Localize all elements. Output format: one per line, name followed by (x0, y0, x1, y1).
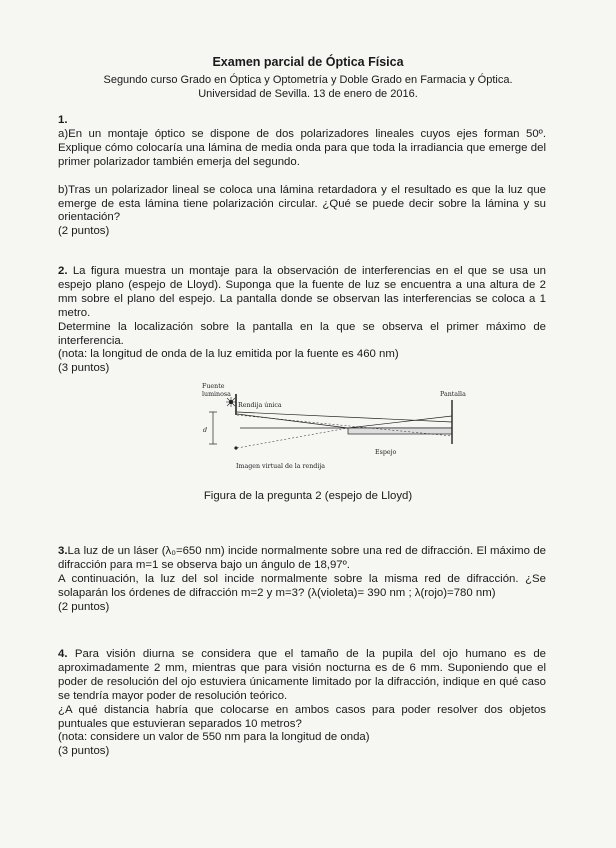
figure-label-source-2: luminosa (202, 391, 231, 398)
question-4-text: 4. Para visión diurna se considera que el tamaño de la pupila del ojo humano es de aproximadamente 2 mm, mientras que para visión nocturna es de 6 mm. Suponiendo que el poder de resolución del ojo estuviera únicamente limitado por la difracción, indique en qué caso se tendría mayor poder de resolución teórico. (58, 648, 546, 702)
exam-title: Examen parcial de Óptica Física (212, 55, 404, 69)
virtual-ray (237, 428, 348, 448)
exam-header (0, 55, 616, 101)
question-2-note: (nota: la longitud de onda de la luz emitida por la fuente es 460 nm) (58, 348, 399, 361)
height-d-marker (209, 412, 217, 444)
question-3-points: (2 puntos) (58, 600, 110, 613)
question-4-number: 4. (58, 648, 68, 660)
question-1-part-b: b)Tras un polarizador lineal se coloca una lámina retardadora y el resultado es que la luz que emerge de esta lámina tiene polarización circular. ¿Qué se puede decir sobre la lámina y su orientación? (58, 183, 546, 224)
question-4-note: (nota: considere un valor de 550 nm para la longitud de onda) (58, 731, 370, 744)
figure-label-source-1: Fuente (202, 383, 225, 390)
question-1-part-a: a)En un montaje óptico se dispone de dos polarizadores lineales cuyos ejes forman 50º. Explique cómo colocaría una lámina de media onda para que toda la irradiancia que emerge del primer polarizador también emerja del segundo. (58, 127, 546, 168)
figure-label-slit: Rendija única (238, 402, 282, 409)
figure-label-virtual-image: Imagen virtual de la rendija (236, 463, 326, 470)
question-3 (58, 545, 546, 615)
question-1-points: (2 puntos) (58, 225, 110, 238)
direct-ray (237, 412, 452, 422)
figure-label-d: d (203, 427, 208, 434)
exam-institution-date: Universidad de Sevilla. 13 de enero de 2016. (198, 88, 418, 100)
question-2-text: 2. La figura muestra un montaje para la observación de interferencias en el que se usa un espejo plano (espejo de Lloyd). Suponga que la fuente de luz se encuentra a una altura de 2 mm sobre el plano del espejo. La pantalla donde se observan las interferencias se coloca a 1 metro. (58, 265, 546, 319)
figure-label-screen: Pantalla (440, 391, 466, 398)
exam-subtitle: Segundo curso Grado en Óptica y Optometría y Doble Grado en Farmacia y Óptica. (103, 74, 513, 86)
question-1 (58, 114, 546, 239)
figure-caption: Figura de la pregunta 2 (espejo de Lloyd) (203, 490, 413, 502)
question-2-question: Determine la localización sobre la pantalla en la que se observa el primer máximo de interferencia. (58, 320, 546, 347)
question-3-text: 3.La luz de un láser (λ₀=650 nm) incide normalmente sobre una red de difracción. El máximo de difracción para m=1 se observa bajo un ángulo de 18,97º. (58, 545, 546, 571)
question-3-text-2: A continuación, la luz del sol incide normalmente sobre la misma red de difracción. ¿Se solaparán los órdenes de difracción m=2 y m=3? (λ(violeta)= 390 nm ; λ(rojo)=780 nm) (58, 572, 546, 599)
question-1-number: 1. (58, 114, 68, 126)
question-3-number: 3. (58, 545, 68, 557)
lloyd-mirror-diagram (200, 382, 466, 472)
light-source-icon (226, 397, 236, 407)
question-2-points: (3 puntos) (58, 362, 110, 375)
virtual-image-point (234, 446, 237, 449)
lloyd-mirror-figure (200, 382, 466, 472)
question-4 (58, 648, 546, 759)
question-2 (58, 265, 546, 376)
mirror (348, 428, 452, 434)
figure-label-mirror: Espejo (375, 449, 397, 456)
question-4-points: (3 puntos) (58, 745, 110, 758)
question-4-text-2: ¿A qué distancia habría que colocarse en ambos casos para poder resolver dos objetos puntuales que estuvieran separados 10 metros? (58, 703, 546, 730)
question-2-number: 2. (58, 265, 68, 277)
